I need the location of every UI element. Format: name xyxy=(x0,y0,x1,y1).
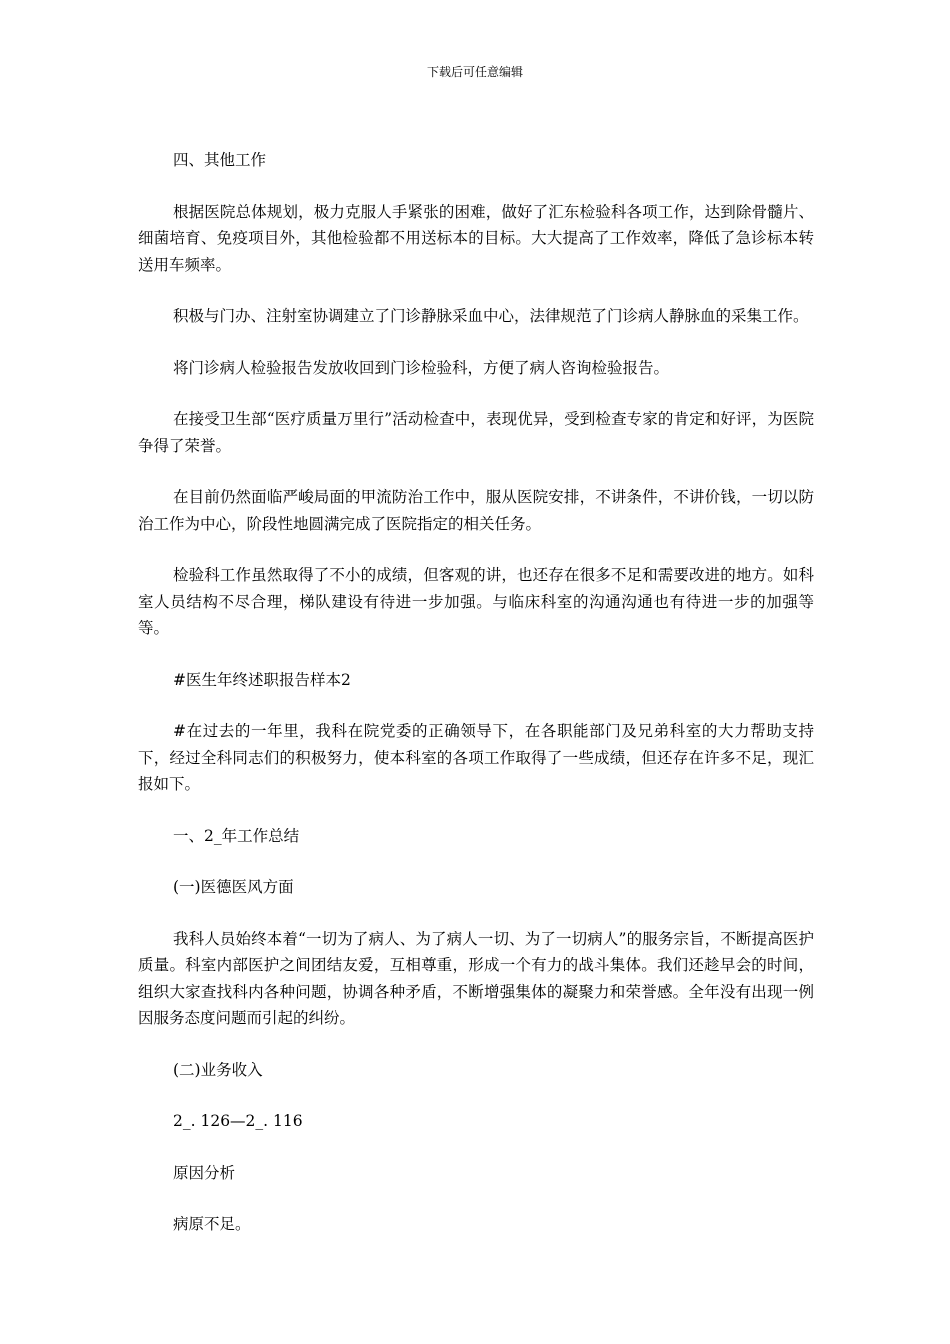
section-heading-summary: 一、2_年工作总结 xyxy=(173,826,300,845)
paragraph: 将门诊病人检验报告发放收回到门诊检验科，方便了病人咨询检验报告。 xyxy=(173,358,670,377)
page-header: 下载后可任意编辑 xyxy=(426,65,523,79)
paragraph: 积极与门办、注射室协调建立了门诊静脉采血中心，法律规范了门诊病人静脉血的采集工作。 xyxy=(173,307,809,325)
income-figures: 2_. 126—2_. 116 xyxy=(173,1112,303,1130)
paragraph: 在接受卫生部“医疗质量万里行”活动检查中，表现优异，受到检查专家的肯定和好评，为医院争得了荣誉。 xyxy=(138,410,814,455)
subsection-heading-income: (二)业务收入 xyxy=(173,1060,263,1079)
paragraph: 病原不足。 xyxy=(173,1215,251,1233)
paragraph: 检验科工作虽然取得了不小的成绩，但客观的讲，也还存在很多不足和需要改进的地方。如科室人员结构不尽合理，梯队建设有待进一步加强。与临床科室的沟通沟通也有待进一步的加强等等。 xyxy=(138,566,814,637)
paragraph: 我科人员始终本着“一切为了病人、为了病人一切、为了一切病人”的服务宗旨，不断提高医护质量。科室内部医护之间团结友爱，互相尊重，形成一个有力的战斗集体。我们还趁早会的时间，组织大家查找科内各种问题，协调各种矛盾，不断增强集体的凝聚力和荣誉感。全年没有出现一例因服务态度问题而引起的纠纷。 xyxy=(138,929,814,1027)
analysis-heading: 原因分析 xyxy=(173,1163,236,1182)
subsection-heading-ethics: (一)医德医风方面 xyxy=(173,878,294,896)
paragraph: #在过去的一年里，我科在院党委的正确领导下，在各职能部门及兄弟科室的大力帮助支持下，经过全科同志们的积极努力，使本科室的各项工作取得了一些成绩，但还存在许多不足，现汇报如下。 xyxy=(138,722,814,793)
paragraph: 根据医院总体规划，极力克服人手紧张的困难，做好了汇东检验科各项工作，达到除骨髓片、细菌培育、免疫项目外，其他检验都不用送标本的目标。大大提高了工作效率，降低了急诊标本转送用车频率。 xyxy=(138,202,814,274)
paragraph: 在目前仍然面临严峻局面的甲流防治工作中，服从医院安排，不讲条件，不讲价钱，一切以防治工作为中心，阶段性地圆满完成了医院指定的相关任务。 xyxy=(138,488,814,533)
section-heading-other-work: 四、其他工作 xyxy=(173,151,267,169)
document-body xyxy=(138,147,814,1263)
sample-title: #医生年终述职报告样本2 xyxy=(173,670,351,689)
